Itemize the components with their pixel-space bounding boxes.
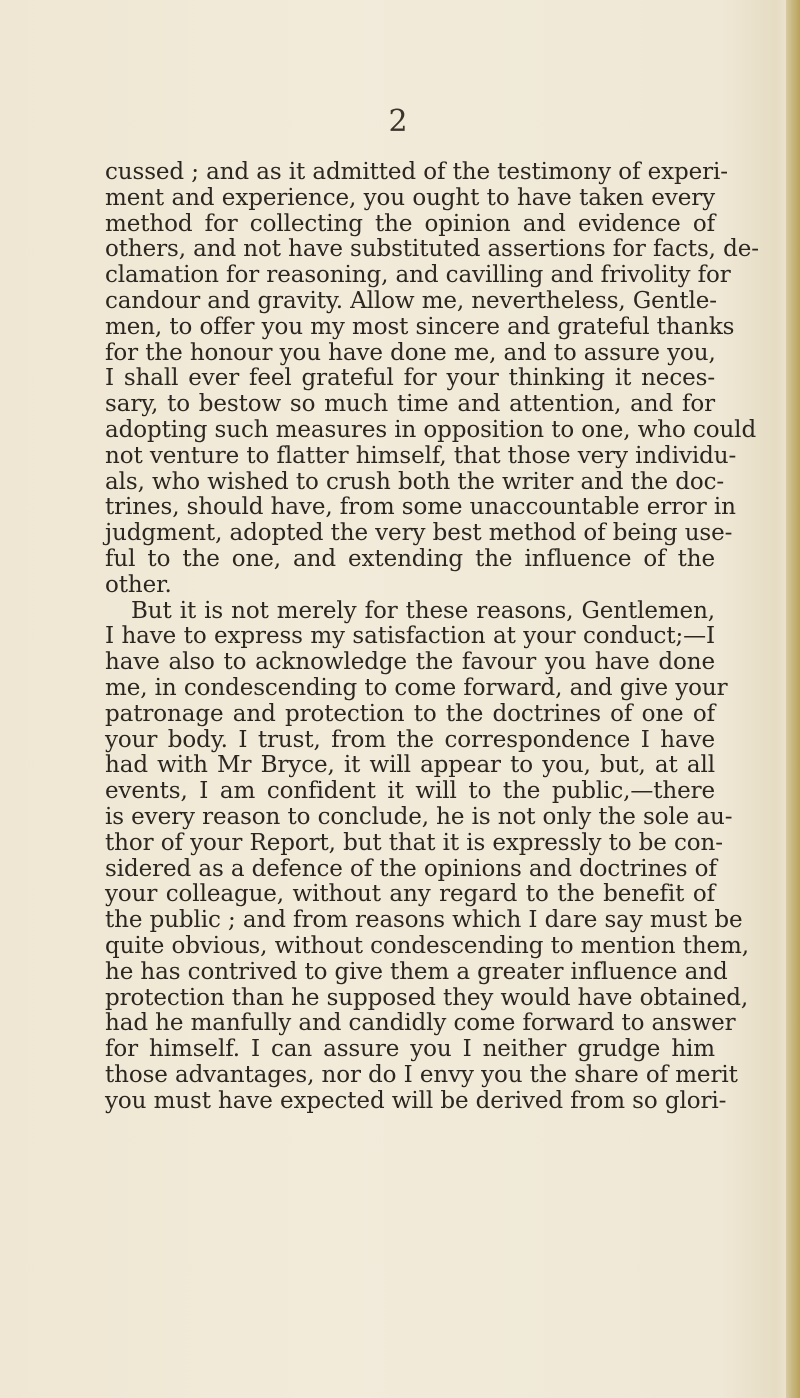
text-line: have also to acknowledge the favour you have done [105,649,715,676]
text-line: protection than he supposed they would have obtained, [105,984,749,1011]
text-line: ment and experience, you ought to have taken every [105,184,715,211]
text-line: I have to express my satisfaction at your conduct;—I [105,623,715,650]
text-line: you must have expected will be derived from so glori- [105,1087,727,1114]
text-line: those advantages, nor do I envy you the share of merit [105,1061,738,1088]
text-line: men, to offer you my most sincere and grateful thanks [105,313,735,340]
text-line: sidered as a defence of the opinions and doctrines of [105,855,717,882]
text-line: judgment, adopted the very best method of being use- [105,520,733,547]
page-number: 2 [388,104,408,139]
text-line: for himself. I can assure you I neither grudge him [105,1036,715,1063]
page-edge [786,0,800,1398]
text-line: events, I am confident it will to the public,—there [105,778,715,805]
text-line: he has contrived to give them a greater influence and [105,958,728,985]
text-line: had he manfully and candidly come forward to answer [105,1010,736,1037]
text-line: your body. I trust, from the correspondence I have [105,726,715,753]
text-line: candour and gravity. Allow me, nevertheless, Gentle- [105,287,717,314]
text-line: your colleague, without any regard to the benefit of [105,881,715,908]
text-line: method for collecting the opinion and evidence of [105,210,715,237]
text-line: me, in condescending to come forward, and give your [105,674,728,701]
text-line: the public ; and from reasons which I dare say must be [105,907,743,934]
text-line: clamation for reasoning, and cavilling and frivolity for [105,262,731,289]
text-line: cussed ; and as it admitted of the testimony of experi- [105,159,728,185]
text-line: als, who wished to crush both the writer and the doc- [105,468,725,495]
text-line: others, and not have substituted assertions for facts, de- [105,236,759,263]
text-line: trines, should have, from some unaccountable error in [105,494,736,521]
text-line: other. [105,571,172,598]
text-line: quite obvious, without condescending to mention them, [105,932,749,959]
text-line: sary, to bestow so much time and attention, and for [105,391,715,418]
text-line: adopting such measures in opposition to one, who could [105,416,757,443]
text-line: not venture to flatter himself, that those very individu- [105,442,737,469]
text-line: is every reason to conclude, he is not only the sole au- [105,803,733,830]
text-line: I shall ever feel grateful for your thinking it neces- [105,365,715,392]
body-text [105,159,759,1114]
text-line: ful to the one, and extending the influence of the [105,545,715,572]
text-line: for the honour you have done me, and to assure you, [105,339,716,366]
text-line: had with Mr Bryce, it will appear to you, but, at all [105,752,715,779]
text-line: patronage and protection to the doctrines of one of [105,700,715,727]
text-line: thor of your Report, but that it is expressly to be con- [105,829,723,856]
paragraph-start-line: But it is not merely for these reasons, Gentlemen, [131,597,715,624]
